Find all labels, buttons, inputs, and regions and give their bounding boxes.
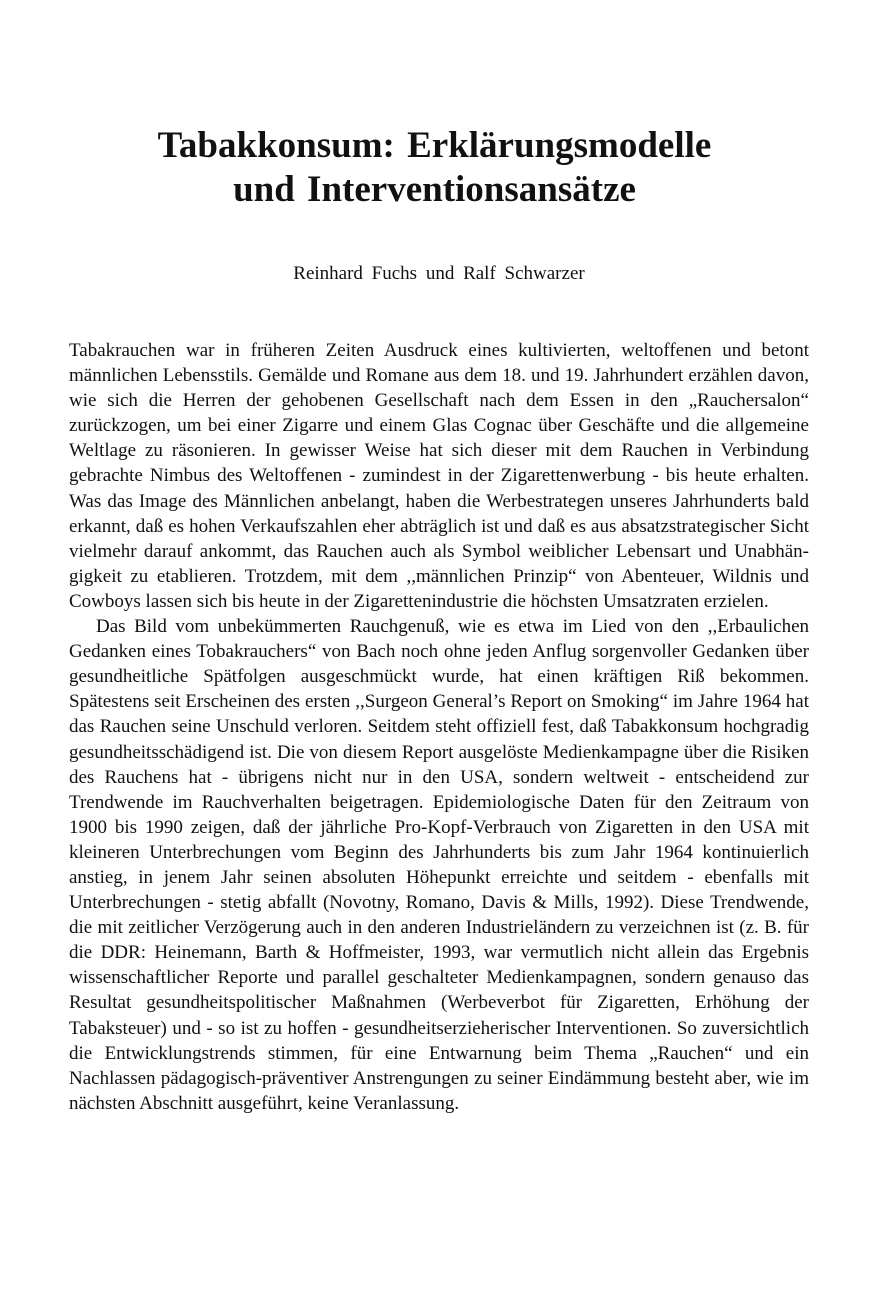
- document-title: [0, 124, 869, 212]
- body-text: [69, 338, 809, 1116]
- title-line-1: Tabakkonsum: Erklärungsmodelle: [157, 125, 712, 166]
- title-line-2: und Interventionsansätze: [233, 169, 636, 210]
- author-line: Reinhard Fuchs und Ralf Schwarzer: [293, 263, 585, 284]
- paragraph-1: Tabakrauchen war in früheren Zeiten Ausdruck eines kultivierten, weltoffenen und betont männlichen Lebensstils. Gemälde und Romane aus dem 18. und 19. Jahrhundert erzählen davon, wie sich die Herren der gehobenen Gesellschaft nach dem Essen in den „Rauchersalon“ zurückzogen, um bei einer Zigarre und einem Glas Cognac über Geschäfte und die allgemeine Weltlage zu räsonieren. In gewisser Weise hat sich dieser mit dem Rauchen in Verbindung gebrachte Nimbus des Weltoffenen - zumindest in der Zigarettenwerbung - bis heute erhalten. Was das Image des Männlichen anbelangt, haben die Werbestrategen unseres Jahrhunderts bald erkannt, daß es hohen Verkaufszahlen eher abträglich ist und daß es aus absatzstrategischer Sicht vielmehr darauf ankommt, das Rauchen auch als Symbol weiblicher Lebensart und Unabhängigkeit zu etablieren. Trotzdem, mit dem ,,männlichen Prinzip“ von Abenteuer, Wildnis und Cowboys lassen sich bis heute in der Zigarettenindustrie die höchsten Umsatzraten erzielen.: [69, 340, 809, 612]
- paragraph-2: Das Bild vom unbekümmerten Rauchgenuß, wie es etwa im Lied von den ,,Erbaulichen Gedanken eines Tobakrauchers“ von Bach noch ohne jeden Anflug sorgenvoller Gedanken über gesundheitliche Spätfolgen ausgeschmückt wurde, hat einen kräftigen Riß bekommen. Spätestens seit Erscheinen des ersten ,,Surgeon General’s Report on Smoking“ im Jahre 1964 hat das Rauchen seine Unschuld verloren. Seitdem steht offiziell fest, daß Tabakkonsum hochgradig gesundheitsschädigend ist. Die von diesem Report ausgelöste Medienkampagne über die Risiken des Rauchens hat - übrigens nicht nur in den USA, sondern weltweit - entscheidend zur Trendwende im Rauchverhalten beigetragen. Epidemiologische Daten für den Zeitraum von 1900 bis 1990 zeigen, daß der jährliche Pro-Kopf-Verbrauch von Zigaretten in den USA mit kleineren Unterbrechungen vom Beginn des Jahrhunderts bis zum Jahr 1964 kontinuierlich anstieg, in jenem Jahr seinen absoluten Höhepunkt erreichte und seitdem - ebenfalls mit Unterbrechungen - stetig abfallt (Novotny, Romano, Davis & Mills, 1992). Diese Trendwende, die mit zeitlicher Verzögerung auch in den anderen Industrieländern zu verzeichnen ist (z. B. für die DDR: Heinemann, Barth & Hoffmeister, 1993, war vermutlich nicht allein das Ergebnis wissenschaftlicher Reporte und parallel geschalteter Medienkampagnen, sondern genauso das Resultat gesundheitspolitischer Maßnahmen (Werbeverbot für Zigaretten, Erhöhung der Tabaksteuer) und - so ist zu hoffen - gesundheitserzieherischer Interventionen. So zuversichtlich die Entwicklungstrends stimmen, für eine Entwarnung beim Thema „Rauchen“ und ein Nachlassen pädagogisch-präventiver Anstrengungen zu seiner Eindämmung besteht aber, wie im nächsten Abschnitt ausgeführt, keine Veranlassung.: [69, 616, 809, 1114]
